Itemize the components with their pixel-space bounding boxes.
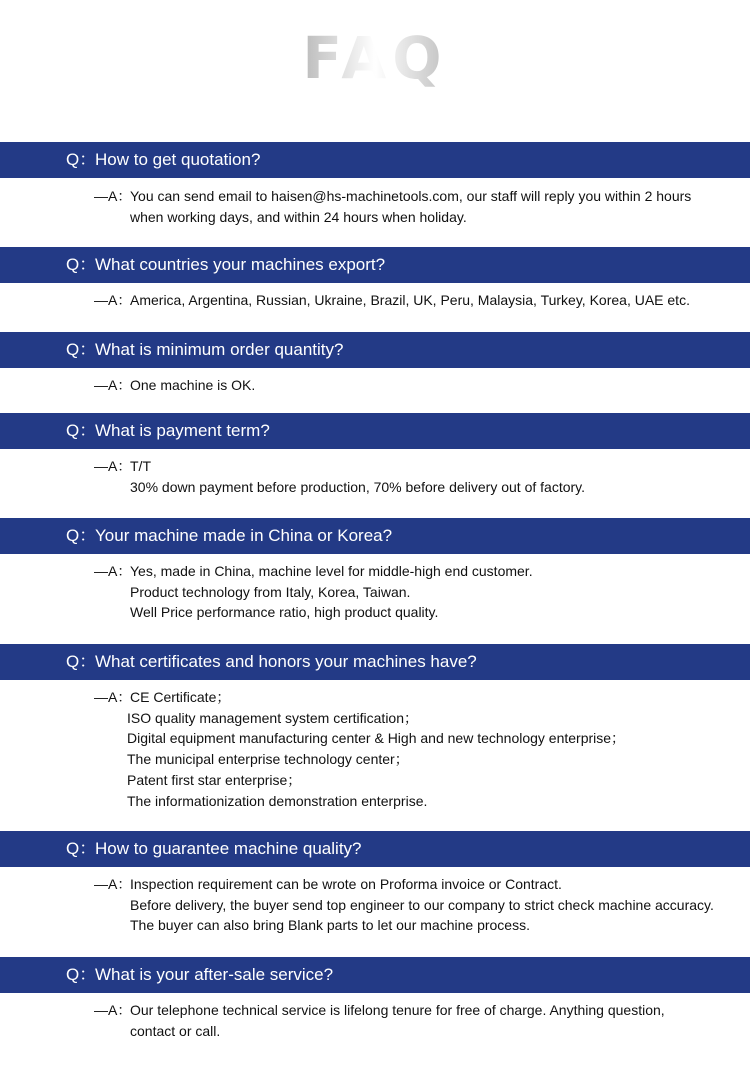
answer-prefix: —A： <box>94 377 132 393</box>
question-text: How to get quotation? <box>95 150 261 169</box>
answer-line: The informationization demonstration enterprise. <box>127 792 428 809</box>
question-prefix: Q： <box>66 965 97 984</box>
faq-question-bar <box>0 142 750 178</box>
faq-answer <box>94 1000 734 1041</box>
answer-prefix: —A： <box>94 188 132 204</box>
question-prefix: Q： <box>66 255 97 274</box>
answer-line: One machine is OK. <box>130 377 256 393</box>
answer-line: CE Certificate； <box>130 689 231 705</box>
question-text: What certificates and honors your machines have? <box>95 652 477 671</box>
question-text: What countries your machines export? <box>95 255 386 274</box>
question-prefix: Q： <box>66 839 97 858</box>
answer-prefix: —A： <box>94 458 132 474</box>
question-text: Your machine made in China or Korea? <box>95 526 393 545</box>
faq-question-bar <box>0 831 750 867</box>
answer-line: America, Argentina, Russian, Ukraine, Brazil, UK, Peru, Malaysia, Turkey, Korea, UAE etc. <box>130 292 690 308</box>
answer-line: Before delivery, the buyer send top engineer to our company to strict check machine accuracy. <box>130 896 714 913</box>
answer-prefix: —A： <box>94 292 132 308</box>
answer-line: You can send email to haisen@hs-machinetools.com, our staff will reply you within 2 hours <box>130 188 692 204</box>
answer-line: Well Price performance ratio, high product quality. <box>130 604 439 621</box>
question-prefix: Q： <box>66 421 97 440</box>
question-text: What is payment term? <box>95 421 270 440</box>
faq-answer <box>94 687 734 811</box>
question-text: What is minimum order quantity? <box>95 340 344 359</box>
answer-line: 30% down payment before production, 70% before delivery out of factory. <box>130 478 586 495</box>
answer-line: T/T <box>130 458 151 474</box>
faq-answer <box>94 290 734 311</box>
faq-question-bar <box>0 518 750 554</box>
faq-answer <box>94 561 734 623</box>
answer-line: ISO quality management system certification； <box>127 709 419 726</box>
answer-line: contact or call. <box>130 1022 221 1039</box>
question-text: What is your after-sale service? <box>95 965 334 984</box>
answer-line: when working days, and within 24 hours when holiday. <box>130 208 467 225</box>
question-prefix: Q： <box>66 150 97 169</box>
faq-question-bar <box>0 247 750 283</box>
question-prefix: Q： <box>66 340 97 359</box>
faq-answer <box>94 186 734 227</box>
page-title: FAQ <box>0 28 750 88</box>
answer-prefix: —A： <box>94 876 132 892</box>
answer-prefix: —A： <box>94 1002 132 1018</box>
faq-answer <box>94 456 734 497</box>
answer-line: The municipal enterprise technology center； <box>127 751 409 768</box>
faq-question-bar <box>0 332 750 368</box>
answer-line: Digital equipment manufacturing center & High and new technology enterprise； <box>127 730 626 747</box>
answer-line: Our telephone technical service is lifelong tenure for free of charge. Anything question, <box>130 1002 665 1018</box>
answer-prefix: —A： <box>94 689 132 705</box>
answer-line: Inspection requirement can be wrote on Proforma invoice or Contract. <box>130 876 562 892</box>
faq-question-bar <box>0 957 750 993</box>
faq-answer <box>94 874 734 936</box>
question-prefix: Q： <box>66 652 97 671</box>
answer-line: Product technology from Italy, Korea, Taiwan. <box>130 583 411 600</box>
answer-line: Patent first star enterprise； <box>127 771 302 788</box>
faq-question-bar <box>0 644 750 680</box>
question-text: How to guarantee machine quality? <box>95 839 362 858</box>
question-prefix: Q： <box>66 526 97 545</box>
answer-line: Yes, made in China, machine level for middle-high end customer. <box>130 563 533 579</box>
answer-line: The buyer can also bring Blank parts to let our machine process. <box>130 917 530 934</box>
faq-answer <box>94 375 734 396</box>
answer-prefix: —A： <box>94 563 132 579</box>
faq-question-bar <box>0 413 750 449</box>
